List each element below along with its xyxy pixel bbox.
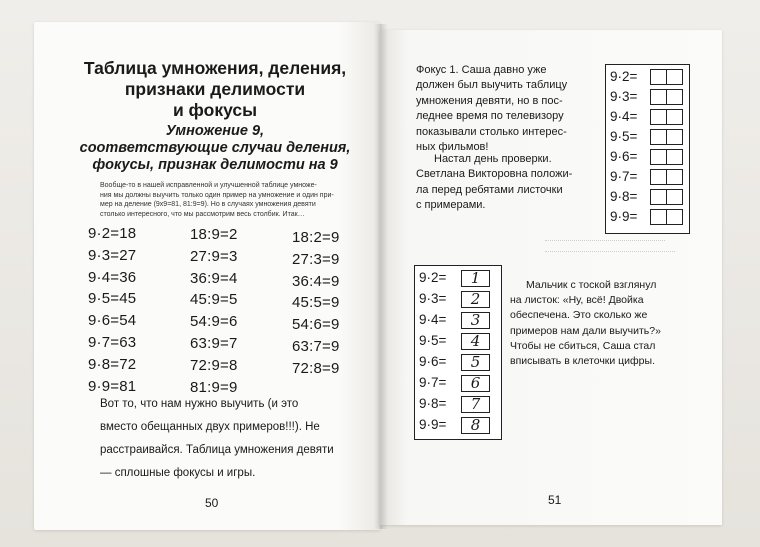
multiplication-fact: 9·3=27 <box>88 246 137 264</box>
subtitle-line: Умножение 9, <box>165 123 265 139</box>
intro-line: столько интересного, что мы рассмотрим весь столбик. Итак… <box>100 210 305 218</box>
example-label: 9·4= <box>610 109 638 124</box>
example-label: 9·7= <box>419 375 447 390</box>
subtitle-line: соответствующие случаи деления, <box>79 140 351 156</box>
answer-cell[interactable] <box>650 109 667 125</box>
example-label: 9·2= <box>419 270 447 285</box>
paragraph-line: ла перед ребятами листочки <box>416 183 563 196</box>
paragraph-line: должен был выучить таблицу <box>416 79 568 92</box>
empty-examples-box <box>605 64 690 234</box>
division-fact: 63:7=9 <box>292 337 340 355</box>
example-label: 9·9= <box>610 209 638 224</box>
handwritten-digit: 4 <box>470 332 481 350</box>
paragraph-line: — сплошные фокусы и игры. <box>100 467 256 479</box>
answer-cell[interactable] <box>666 169 683 185</box>
answer-cell[interactable] <box>461 417 490 434</box>
title-line: и фокусы <box>172 100 258 120</box>
division-by-nine-column <box>190 224 238 398</box>
example-label: 9·7= <box>610 169 638 184</box>
handwritten-digit: 8 <box>470 416 481 434</box>
answer-cell[interactable] <box>461 291 490 308</box>
bottom-paragraph <box>100 393 358 485</box>
answer-cell[interactable] <box>666 189 683 205</box>
paragraph-line: вместо обещанных двух примеров!!!). Не <box>100 421 320 433</box>
multiplication-fact: 9·8=72 <box>88 355 137 373</box>
multiplication-fact: 9·5=45 <box>88 290 137 308</box>
answer-cell[interactable] <box>461 354 490 371</box>
intro-line: ния мы должны выучить только один пример на умножение и один при- <box>100 191 334 199</box>
division-fact: 45:5=9 <box>292 294 340 312</box>
paragraph-line: показывали столько интерес- <box>416 125 567 138</box>
test-day-paragraph <box>416 152 600 214</box>
division-fact: 18:2=9 <box>292 229 340 246</box>
example-label: 9·6= <box>610 149 638 164</box>
answer-cell[interactable] <box>461 270 490 287</box>
answer-cell[interactable] <box>666 149 683 165</box>
answer-cell[interactable] <box>461 396 490 413</box>
answer-cell[interactable] <box>666 89 683 105</box>
example-label: 9·5= <box>419 333 447 348</box>
answer-cell[interactable] <box>650 169 667 185</box>
answer-cell[interactable] <box>666 69 683 85</box>
fokus-1-paragraph <box>416 63 600 155</box>
paragraph-line: ных фильмов! <box>416 141 489 154</box>
answer-cell[interactable] <box>666 209 683 225</box>
multiplication-fact: 9·4=36 <box>88 268 137 286</box>
division-fact: 45:9=5 <box>190 291 238 309</box>
handwritten-digit: 3 <box>470 311 481 329</box>
handwritten-digit: 2 <box>470 290 481 308</box>
chapter-title <box>70 58 360 121</box>
division-fact: 54:9=6 <box>190 313 238 331</box>
paragraph-line: расстраивайся. Таблица умножения девяти <box>100 444 334 456</box>
subtitle-line: фокусы, признак делимости на 9 <box>92 157 338 173</box>
division-fact: 27:3=9 <box>292 250 340 268</box>
multiplication-fact: 9·2=18 <box>88 225 137 242</box>
section-subtitle <box>70 123 360 174</box>
division-fact: 36:9=4 <box>190 269 238 287</box>
division-fact: 81:9=9 <box>190 378 238 396</box>
answer-cell[interactable] <box>650 209 667 225</box>
multiplication-fact: 9·6=54 <box>88 312 137 330</box>
answer-cell[interactable] <box>650 129 667 145</box>
example-label: 9·4= <box>419 312 447 327</box>
handwritten-digit: 1 <box>470 269 481 287</box>
paragraph-line: обеспечена. Это сколько же <box>510 309 648 322</box>
intro-paragraph <box>100 181 364 219</box>
paragraph-line: Мальчик с тоской взглянул <box>526 279 657 291</box>
page-number-left: 50 <box>205 496 219 510</box>
example-label: 9·8= <box>419 396 447 411</box>
example-label: 9·8= <box>610 189 638 204</box>
example-label: 9·2= <box>610 69 638 84</box>
paragraph-line: Вот то, что нам нужно выучить (и это <box>100 398 299 410</box>
example-label: 9·5= <box>610 129 638 144</box>
boy-paragraph <box>510 278 696 369</box>
paragraph-line: на листок: «Ну, всё! Двойка <box>510 294 644 307</box>
division-fact: 27:9=3 <box>190 247 238 265</box>
answer-cell[interactable] <box>650 189 667 205</box>
division-by-quotient-column <box>292 227 340 380</box>
example-label: 9·6= <box>419 354 447 369</box>
paragraph-line: примеров нам дали выучить?» <box>510 324 661 337</box>
handwritten-digit: 6 <box>470 374 481 392</box>
answer-cell[interactable] <box>461 375 490 392</box>
answer-cell[interactable] <box>650 69 667 85</box>
title-line: Таблица умножения, деления, <box>83 58 347 78</box>
intro-line: мер на деление (9х9=81, 81:9=9). Но в случаях умножения девяти <box>100 201 316 208</box>
title-line: признаки делимости <box>124 79 306 99</box>
filled-examples-box <box>414 265 502 440</box>
book-spine <box>374 24 388 529</box>
division-fact: 54:6=9 <box>292 316 340 334</box>
division-fact: 72:8=9 <box>292 359 340 377</box>
paragraph-line: Чтобы не сбиться, Саша стал <box>510 339 656 352</box>
answer-cell[interactable] <box>650 89 667 105</box>
paragraph-line: Настал день проверки. <box>434 153 552 165</box>
example-label: 9·3= <box>419 291 447 306</box>
example-label: 9·9= <box>419 417 447 432</box>
paragraph-line: леднее время по телевизору <box>416 110 564 123</box>
show-through-texture <box>545 234 685 252</box>
multiplication-fact: 9·7=63 <box>88 333 137 351</box>
paragraph-line: умножения девяти, но в пос- <box>416 94 563 107</box>
answer-cell[interactable] <box>650 149 667 165</box>
handwritten-digit: 5 <box>470 353 481 371</box>
handwritten-digit: 7 <box>470 395 481 413</box>
paragraph-line: Фокус 1. Саша давно уже <box>416 64 547 76</box>
multiplication-column <box>88 223 136 397</box>
example-label: 9·3= <box>610 89 638 104</box>
division-fact: 36:4=9 <box>292 272 340 290</box>
intro-line: Вообще-то в нашей исправленной и улучшенной таблице умноже- <box>100 182 317 189</box>
division-fact: 63:9=7 <box>190 334 238 352</box>
answer-cell[interactable] <box>461 312 490 329</box>
answer-cell[interactable] <box>666 109 683 125</box>
division-fact: 18:9=2 <box>190 226 238 243</box>
answer-cell[interactable] <box>461 333 490 350</box>
division-fact: 72:9=8 <box>190 356 238 374</box>
paragraph-line: Светлана Викторовна положи- <box>416 168 573 181</box>
page-number-right: 51 <box>548 493 562 507</box>
paragraph-line: вписывать в клеточки цифры. <box>510 355 655 368</box>
paragraph-line: с примерами. <box>416 199 486 212</box>
multiplication-fact: 9·9=81 <box>88 377 137 395</box>
answer-cell[interactable] <box>666 129 683 145</box>
